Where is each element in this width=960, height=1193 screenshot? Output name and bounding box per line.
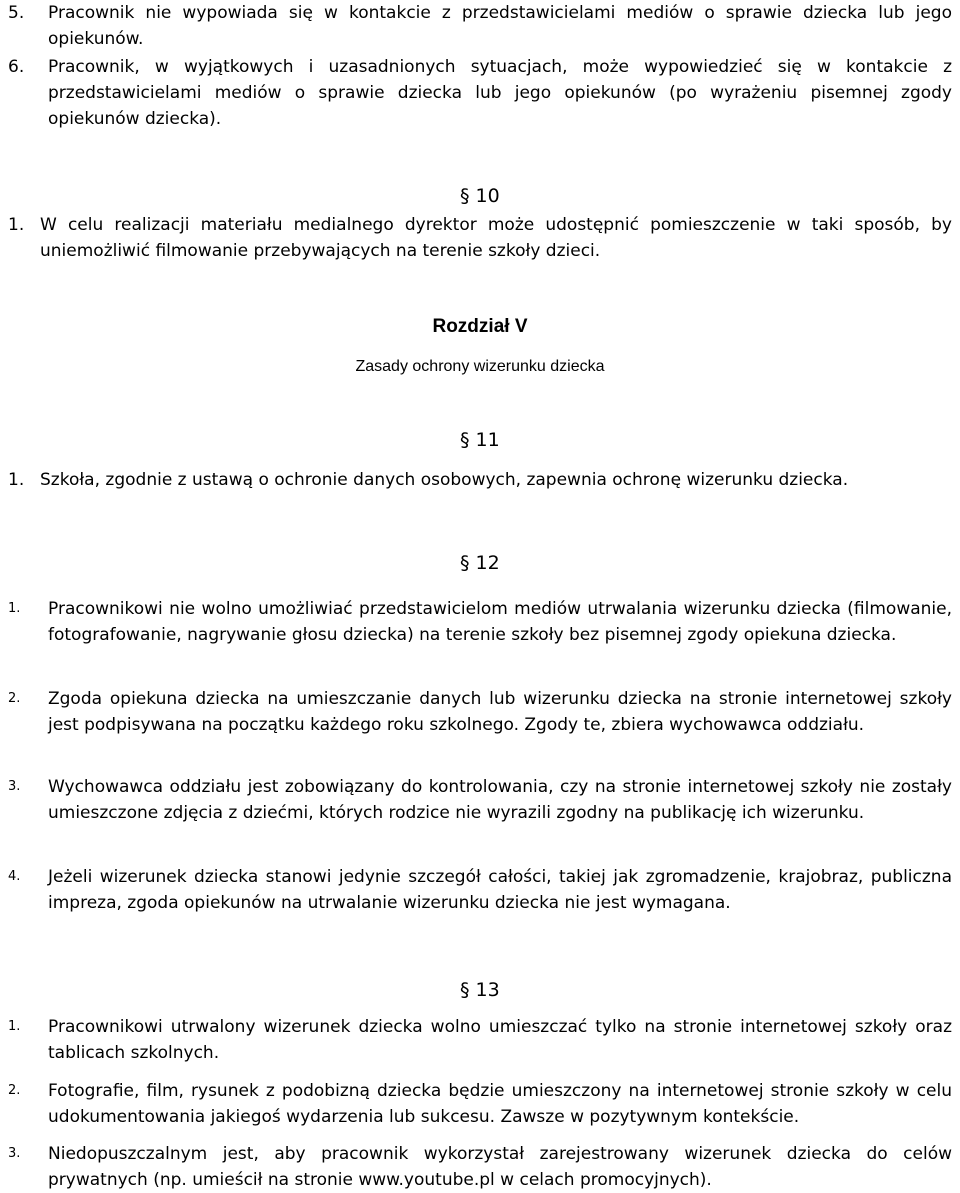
item-text: Pracownikowi utrwalony wizerunek dziecka wolno umieszczać tylko na stronie internetowej szkoły oraz tablicach szkolnych. (48, 1017, 952, 1063)
item-number: 1. (8, 601, 21, 616)
chapter-title: Rozdział V (432, 316, 528, 337)
section-heading-10: § 10 (460, 185, 500, 207)
list-item (0, 54, 960, 132)
item-text: Pracownikowi nie wolno umożliwiać przedstawicielom mediów utrwalania wizerunku dziecka (filmowanie, fotografowanie, nagrywanie głosu dziecka) na terenie szkoły bez pisemnej zgody opiekuna dziecka. (48, 599, 952, 645)
list-item (0, 1014, 960, 1066)
item-text: Zgoda opiekuna dziecka na umieszczanie danych lub wizerunku dziecka na stronie internetowej szkoły jest podpisywana na początku każdego roku szkolnego. Zgody te, zbiera wychowawca oddziału. (48, 689, 952, 735)
item-number: 6. (8, 57, 25, 77)
item-number: 1. (8, 1019, 21, 1034)
item-text: Fotografie, film, rysunek z podobizną dziecka będzie umieszczony na internetowej stronie szkoły w celu udokumentowania jakiegoś wydarzenia lub sukcesu. Zawsze w pozytywnym kontekście. (48, 1081, 952, 1127)
list-item (0, 864, 960, 916)
item-text: Pracownik nie wypowiada się w kontakcie z przedstawicielami mediów o sprawie dziecka lub jego opiekunów. (48, 3, 952, 49)
list-item (0, 596, 960, 648)
list-item (0, 1141, 960, 1193)
section-heading-12: § 12 (460, 552, 500, 574)
item-text: Wychowawca oddziału jest zobowiązany do kontrolowania, czy na stronie internetowej szkoły nie zostały umieszczone zdjęcia z dziećmi, których rodzice nie wyrazili zgodny na publikację ich wizerunku. (48, 777, 952, 823)
item-number: 4. (8, 869, 21, 884)
list-item (0, 0, 960, 52)
list-item (0, 1078, 960, 1130)
list-item (0, 467, 960, 493)
item-number: 2. (8, 1083, 21, 1098)
item-text: Niedopuszczalnym jest, aby pracownik wykorzystał zarejestrowany wizerunek dziecka do celów prywatnych (np. umieścił na stronie www.youtube.pl w celach promocyjnych). (48, 1144, 952, 1190)
item-text: W celu realizacji materiału medialnego dyrektor może udostępnić pomieszczenie w taki sposób, by uniemożliwić filmowanie przebywających na terenie szkoły dzieci. (40, 215, 952, 261)
item-text: Jeżeli wizerunek dziecka stanowi jedynie szczegół całości, takiej jak zgromadzenie, krajobraz, publiczna impreza, zgoda opiekunów na utrwalanie wizerunku dziecka nie jest wymagana. (48, 867, 952, 913)
item-number: 2. (8, 691, 21, 706)
list-item (0, 774, 960, 826)
item-number: 3. (8, 779, 21, 794)
section-heading-11: § 11 (460, 429, 500, 451)
item-text: Pracownik, w wyjątkowych i uzasadnionych sytuacjach, może wypowiedzieć się w kontakcie z przedstawicielami mediów o sprawie dziecka lub jego opiekunów (po wyrażeniu pisemnej zgody opiekunów dziecka). (48, 57, 952, 129)
list-item (0, 686, 960, 738)
item-number: 1. (8, 215, 25, 235)
chapter-subtitle: Zasady ochrony wizerunku dziecka (355, 358, 605, 375)
item-number: 1. (8, 470, 25, 490)
section-heading-13: § 13 (460, 979, 500, 1001)
item-text: Szkoła, zgodnie z ustawą o ochronie danych osobowych, zapewnia ochronę wizerunku dziecka. (40, 470, 849, 490)
item-number: 5. (8, 3, 25, 23)
item-number: 3. (8, 1146, 21, 1161)
list-item (0, 212, 960, 264)
